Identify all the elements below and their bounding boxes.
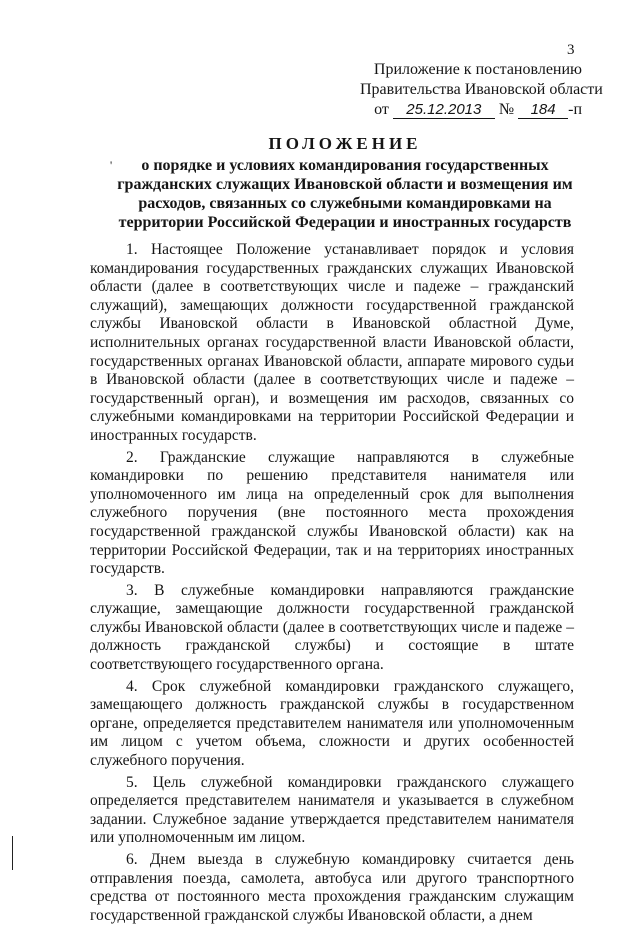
paragraph-2: 2. Гражданские служащие направляются в служебные командировки по решению представителя нанимателя или уполномоченного им лица на определенный срок для выполнения служебного поручения (вне постоянного места прохождения государственной гражданской службы Ивановской области) как на территории Российской Федерации, так и на территориях иностранных государств.: [90, 448, 574, 578]
appendix-line-1: Приложение к постановлению: [373, 61, 582, 78]
handwritten-date: 25.12.2013: [393, 102, 495, 119]
paragraph-1: 1. Настоящее Положение устанавливает порядок и условия командирования государственных гражданских служащих Ивановской области (далее в соответствующих числе и падеже – гражданский служащий), замещающих должности государственной гражданской службы Ивановской области в Ивановской областной Думе, исполнительных органах государственной власти Ивановской области, государственных органах Ивановской области, аппарате мирового судьи в Ивановской области (далее в соответствующих числе и падеже – государственный орган), и возмещения им расходов, связанных со служебными командировками на территории Российской Федерации и иностранных государств.: [90, 241, 574, 444]
paragraph-6: 6. Днем выезда в служебную командировку считается день отправления поезда, самолета, автобуса или другого транспортного средства от постоянного места прохождения гражданским служащим государственной гражданской службы Ивановской области, а днем: [90, 851, 574, 924]
number-prefix: №: [498, 101, 515, 118]
binding-mark: [12, 836, 13, 870]
date-prefix: от: [374, 101, 389, 118]
title-subtitle: о порядке и условиях командирования государственных гражданских служащих Ивановской области и возмещения им расходов, связанных со служебными командировками на территории Российской Федерации и иностранных государств: [117, 157, 573, 231]
appendix-line-2: Правительства Ивановской области: [360, 81, 603, 98]
number-suffix: -п: [568, 101, 582, 118]
appendix-date-line: [360, 100, 582, 120]
page-number: 3: [567, 42, 575, 58]
document-body: [90, 241, 574, 928]
paragraph-5: 5. Цель служебной командировки гражданского служащего определяется представителем нанимателя и указывается в служебном задании. Служебное задание утверждается представителем нанимателя или уполномоченным им лицом.: [90, 773, 574, 847]
title-main: ПОЛОЖЕНИЕ: [268, 134, 422, 153]
paragraph-3: 3. В служебные командировки направляются гражданские служащие, замещающие должности государственной гражданской службы Ивановской области (далее в соответствующих числе и падеже – должность гражданской службы) и состоящие в штате соответствующего государственного органа.: [90, 581, 574, 674]
document-title: [112, 134, 578, 232]
handwritten-number: 184: [518, 102, 568, 119]
paragraph-4: 4. Срок служебной командировки гражданского служащего, замещающего должность гражданской службы в государственном органе, определяется представителем нанимателя или уполномоченным им лицом с учетом объема, сложности и других особенностей служебного поручения.: [90, 677, 574, 770]
appendix-header: [360, 60, 603, 120]
margin-mark: ': [110, 158, 113, 172]
